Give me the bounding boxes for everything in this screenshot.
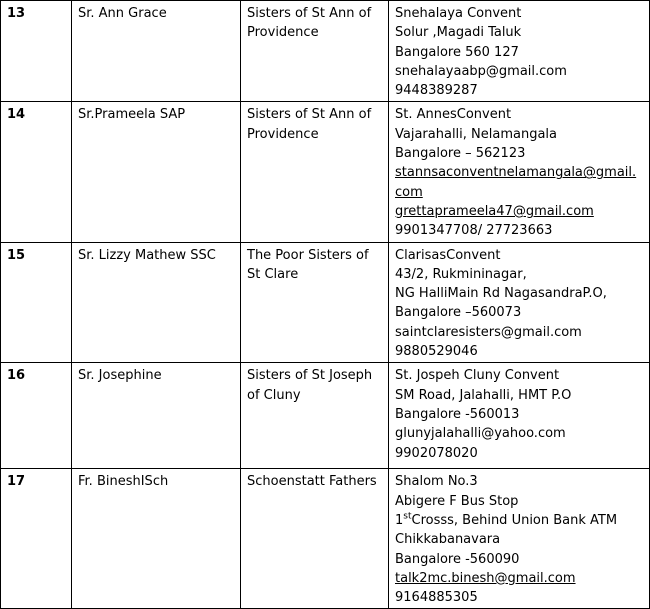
congregation-line: St Clare [247,266,299,282]
congregation-line: Sisters of St Joseph [247,368,373,384]
congregation-line: Schoenstatt Fathers [247,474,377,490]
email-link[interactable]: stannsaconventnelamangala@gmail.com [395,165,637,200]
address-line: Abigere F Bus Stop [395,493,519,509]
row-number: 14 [1,102,72,242]
row-number: 15 [1,242,72,363]
contact-address [389,363,650,469]
congregation [241,363,389,469]
phone-text: 9880529046 [395,344,478,360]
contact-address [389,102,650,242]
congregation [241,1,389,102]
row-number: 13 [1,1,72,102]
address-line: Chikkabanavara [395,532,501,548]
email-link[interactable]: talk2mc.binesh@gmail.com [395,570,576,586]
email-text: snehalayaabp@gmail.com [395,63,567,79]
congregation [241,469,389,609]
table-row [1,1,650,102]
congregation-line: Sisters of St Ann of [247,6,372,21]
phone-text: 9902078020 [395,445,478,461]
address-line: Vajarahalli, Nelamangala [395,126,558,142]
phone-text: 9901347708/ 27723663 [395,223,553,239]
congregation-line: The Poor Sisters of [247,247,369,263]
address-line: Solur ,Magadi Taluk [395,25,522,41]
row-number: 16 [1,363,72,469]
phone-text: 9164885305 [395,590,478,606]
table-row [1,363,650,469]
table-row [1,469,650,609]
table-row [1,102,650,242]
address-line: Bangalore 560 127 [395,44,519,60]
address-line: 43/2, Rukmininagar, [395,266,527,282]
address-line: Bangalore –560073 [395,305,522,321]
member-name: Sr.Prameela SAP [72,102,241,242]
contact-address [389,469,650,609]
street-rest: Crosss, Behind Union Bank ATM [411,512,618,528]
member-name: Sr. Josephine [72,363,241,469]
address-line: SM Road, Jalahalli, HMT P.O [395,387,572,403]
table-row [1,242,650,363]
email-text: glunyjalahalli@yahoo.com [395,426,566,442]
congregation-line: Sisters of St Ann of [247,107,372,123]
congregation-line: of Cluny [247,387,301,403]
congregation-line: Providence [247,25,319,41]
address-line: Bangalore -560013 [395,406,520,422]
address-line: St. Jospeh Cluny Convent [395,368,560,384]
address-line [395,511,643,530]
email-link[interactable]: grettaprameela47@gmail.com [395,203,594,219]
contact-address [389,1,650,102]
member-name: Sr. Lizzy Mathew SSC [72,242,241,363]
row-number: 17 [1,469,72,609]
address-line: Snehalaya Convent [395,6,522,21]
address-line: Bangalore – 562123 [395,146,526,162]
contact-address [389,242,650,363]
ordinal-suffix: st [403,511,412,522]
email-text: saintclaresisters@gmail.com [395,324,582,340]
member-name: Sr. Ann Grace [72,1,241,102]
address-line: ClarisasConvent [395,247,501,263]
phone-text: 9448389287 [395,83,478,99]
congregation-line: Providence [247,126,319,142]
address-line: Shalom No.3 [395,474,478,490]
address-line: St. AnnesConvent [395,107,512,123]
congregation [241,102,389,242]
congregation [241,242,389,363]
address-line: NG HalliMain Rd NagasandraP.O, [395,286,607,302]
address-line: Bangalore -560090 [395,551,520,567]
member-name: Fr. BineshISch [72,469,241,609]
street-number: 1 [395,512,404,528]
